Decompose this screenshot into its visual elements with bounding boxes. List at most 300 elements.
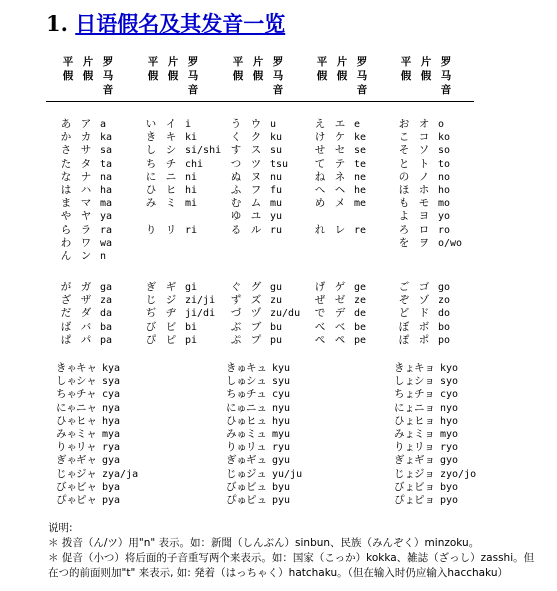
hiragana-cell: ろ [398,223,410,236]
hiragana-cell: む [230,197,242,210]
romaji-cell: nu [270,171,283,183]
hiragana-cell: び [145,320,157,333]
hiragana-cell: みゃ [56,428,77,440]
romaji-cell: bu [270,321,283,333]
hiragana-cell: た [60,157,72,170]
katakana-cell: キャ [76,362,97,374]
katakana-cell: ニャ [76,401,97,414]
hiragana-cell: こ [398,131,410,144]
katakana-cell: キ [165,131,177,144]
romaji-cell: mya [102,429,121,440]
hiragana-cell: ちゅ [226,388,247,401]
hiragana-cell: く [230,131,242,144]
romaji-cell: ku [270,132,283,144]
romaji-cell: chi [185,158,204,170]
katakana-cell: ジュ [246,467,267,480]
hiragana-cell: しょ [394,375,415,388]
hiragana-cell: ぷ [230,333,242,346]
katakana-cell: ケ [334,131,346,144]
katakana-cell: ウ [250,118,262,130]
romaji-cell: o [438,119,445,130]
hiragana-cell: じゅ [226,467,247,480]
hiragana-cell: せ [314,144,326,157]
notes-heading: 说明: [48,522,73,534]
romaji-cell: ze [354,295,367,307]
katakana-cell: ズ [250,294,262,307]
hiragana-cell: と [398,157,410,170]
katakana-cell: ン [80,250,92,262]
katakana-cell: オ [418,118,430,130]
hiragana-cell: は [60,184,72,196]
hiragana-cell: ざ [60,294,72,307]
katakana-cell: メ [334,197,346,210]
katakana-cell: ヒュ [246,414,267,427]
romaji-cell: n [100,251,107,262]
katakana-cell: サ [80,144,92,157]
note-line-2: ＊ 促音（小つ）将后面的子音重写两个来表示。如：国家（こっか）kokka、雑誌（ざっし）zasshi。但在つ的前面则加"t" 来表示, 如: 発着（はっちゃく）hatchaku。（但在输入时仍应输入hacchaku） [48,552,535,579]
hiragana-cell: ち [145,157,157,170]
romaji-cell: nyu [272,402,291,414]
katakana-cell: ト [418,157,430,170]
hiragana-cell: り [145,223,157,236]
hiragana-cell: きゃ [56,362,77,374]
hiragana-cell: びゃ [56,480,77,493]
katakana-cell: キョ [414,362,435,374]
note-line-1: ＊ 拨音（ん/ツ）用"n" 表示。如：新聞（しんぶん）sinbun、民族（みんぞく）minzoku。 [48,537,480,549]
romaji-cell: pe [354,334,367,346]
romaji-cell: ma [100,198,113,210]
katakana-cell: ニ [165,170,177,183]
katakana-cell: パ [80,333,92,346]
hiragana-cell: す [230,144,242,157]
katakana-cell: チョ [414,388,435,401]
hiragana-cell: を [398,236,410,249]
hiragana-cell: ぎゅ [226,454,247,467]
romaji-cell: nya [102,402,121,414]
romaji-cell: hyu [272,415,291,427]
notes-section [48,521,542,581]
katakana-cell: シュ [246,375,267,388]
katakana-cell: ジ [165,294,177,307]
katakana-cell: ピョ [414,494,435,506]
romaji-cell: pyo [440,495,459,506]
katakana-cell: カ [80,131,92,144]
romaji-cell: pa [100,334,113,346]
hiragana-cell: か [60,131,72,144]
hiragana-cell: ぐ [230,281,242,293]
katakana-cell: グ [250,281,262,293]
romaji-cell: u [270,119,277,130]
romaji-cell: bya [102,481,121,493]
katakana-cell: イ [165,118,177,130]
hiragana-cell: きゅ [226,362,247,374]
romaji-cell: ra [100,224,113,236]
romaji-cell: o/wo [438,237,463,249]
katakana-cell: ユ [250,210,262,223]
hiragana-cell: びゅ [226,480,247,493]
romaji-cell: yu/ju [272,468,303,480]
romaji-cell: hyo [440,415,459,427]
romaji-cell: ge [354,282,367,293]
hiragana-cell: にょ [394,401,415,414]
katakana-cell: ヨ [418,210,430,223]
hiragana-cell: あ [60,118,72,130]
katakana-cell: ミャ [76,428,97,440]
romaji-cell: ri [185,224,198,236]
hiragana-cell: ぴ [145,333,157,346]
hiragana-cell: も [398,197,410,210]
katakana-cell: ネ [334,170,346,183]
romaji-cell: syo [440,376,459,388]
romaji-cell: to [438,158,451,170]
hiragana-cell: みゅ [226,428,247,440]
hiragana-cell: ぜ [314,294,326,307]
katakana-cell: ショ [414,375,435,388]
romaji-cell: pya [102,495,121,506]
hiragana-cell: にゅ [226,401,247,414]
katakana-cell: ブ [250,320,262,333]
katakana-cell: ジャ [76,467,97,480]
romaji-cell: su [270,145,283,157]
romaji-cell: ka [100,132,113,144]
katakana-cell: ヒャ [76,414,97,427]
romaji-cell: do [438,308,451,320]
hiragana-cell: ひょ [394,414,415,427]
hiragana-cell: ぽ [398,333,410,346]
hiragana-cell: に [145,170,157,183]
romaji-cell: bo [438,321,451,333]
katakana-cell: タ [80,157,92,170]
katakana-cell: ゾ [418,294,430,307]
hiragana-cell: ほ [398,184,410,196]
hiragana-cell: きょ [394,362,415,374]
page-title [46,8,285,38]
romaji-cell: kyu [272,363,291,374]
romaji-cell: gyo [440,455,459,467]
romaji-cell: ryu [272,442,291,454]
hiragana-cell: りゃ [56,441,77,454]
romaji-cell: go [438,282,451,293]
katakana-cell: ホ [418,184,430,196]
hiragana-cell: づ [230,307,242,320]
hiragana-cell: ぼ [398,320,410,333]
hiragana-cell: ら [60,223,72,236]
katakana-cell: ヘ [334,184,346,196]
romaji-cell: mo [438,198,451,210]
hiragana-cell: お [398,118,410,130]
hiragana-cell: ど [398,307,410,320]
katakana-cell: マ [80,197,92,210]
section-number: 1. [46,11,68,36]
hiragana-cell: み [145,197,157,210]
hiragana-cell: が [60,281,72,293]
romaji-cell: zi/ji [185,295,216,307]
katakana-cell: ミュ [246,428,267,440]
hiragana-cell: りょ [394,441,415,454]
katakana-cell: ハ [80,184,92,196]
hiragana-cell: う [230,118,242,130]
romaji-cell: tsu [270,158,289,170]
romaji-cell: mu [270,198,283,210]
katakana-cell: ヤ [80,210,92,223]
romaji-cell: byu [272,481,291,493]
romaji-cell: so [438,145,451,157]
katakana-cell: ベ [334,320,346,333]
katakana-cell: ザ [80,294,92,307]
katakana-cell: ギ [165,281,177,293]
hiragana-cell: や [60,210,72,223]
katakana-cell: ラ [80,223,92,236]
katakana-cell: デ [334,307,346,320]
romaji-cell: kyo [440,363,459,374]
katakana-cell: ビ [165,320,177,333]
hiragana-cell: ぶ [230,320,242,333]
hiragana-cell: ぬ [230,170,242,183]
romaji-cell: te [354,158,367,170]
hiragana-cell: にゃ [56,401,77,414]
hiragana-cell: ぴゃ [56,494,77,506]
romaji-cell: ko [438,132,451,144]
hiragana-cell: よ [398,210,410,223]
romaji-cell: pu [270,334,283,346]
katakana-cell: ギュ [246,454,267,467]
romaji-cell: no [438,171,451,183]
katakana-cell: ミ [165,197,177,210]
katakana-cell: テ [334,157,346,170]
header-divider [46,101,474,102]
katakana-cell: チュ [246,388,267,401]
romaji-cell: za [100,295,113,307]
hiragana-cell: れ [314,223,326,236]
katakana-cell: ル [250,223,262,236]
hiragana-cell: げ [314,281,326,293]
hiragana-cell: ひ [145,184,157,196]
hiragana-cell: ん [60,250,72,262]
romaji-cell: byo [440,481,459,493]
katakana-cell: ロ [418,223,430,236]
hiragana-cell: ぞ [398,294,410,307]
hiragana-cell: ひゅ [226,414,247,427]
hiragana-cell: で [314,307,326,320]
katakana-cell: ヒ [165,184,177,196]
romaji-cell: ji/di [185,308,216,320]
hiragana-cell: ひゃ [56,414,77,427]
romaji-cell: me [354,198,367,210]
hiragana-cell: ぱ [60,333,72,346]
hiragana-cell: い [145,118,157,130]
romaji-cell: ne [354,171,367,183]
romaji-cell: cyo [440,389,459,401]
romaji-cell: ru [270,224,283,236]
hiragana-cell: え [314,118,326,130]
romaji-cell: be [354,321,367,333]
romaji-cell: myu [272,429,291,440]
romaji-cell: zo [438,295,451,307]
romaji-cell: ha [100,185,113,196]
romaji-cell: rya [102,442,121,454]
romaji-cell: cya [102,389,121,401]
katakana-cell: ニュ [246,401,267,414]
romaji-cell: hi [185,185,198,196]
katakana-cell: ピ [165,333,177,346]
katakana-cell: ソ [418,144,430,157]
romaji-cell: kya [102,363,121,374]
romaji-cell: i [185,119,192,130]
romaji-cell: zyo/jo [440,468,477,480]
hiragana-cell: ぎょ [394,454,415,467]
hiragana-cell: しゅ [226,375,247,388]
romaji-cell: pi [185,334,198,346]
hiragana-cell: し [145,144,157,157]
hiragana-cell: て [314,157,326,170]
romaji-cell: pyu [272,495,291,506]
romaji-cell: si/shi [185,145,222,157]
katakana-cell: リュ [246,441,267,454]
katakana-cell: ギョ [414,454,435,467]
katakana-cell: バ [80,320,92,333]
katakana-cell: ビョ [414,480,435,493]
romaji-cell: sa [100,145,113,157]
romaji-cell: hya [102,415,121,427]
romaji-cell: po [438,334,451,346]
romaji-cell: ke [354,132,367,144]
katakana-cell: ビュ [246,480,267,493]
katakana-cell: リャ [76,441,97,454]
romaji-cell: se [354,145,367,157]
hiragana-cell: じゃ [56,467,77,480]
hiragana-cell: へ [314,184,326,196]
hiragana-cell: ね [314,170,326,183]
katakana-cell: エ [334,118,346,130]
katakana-cell: チ [165,157,177,170]
romaji-cell: na [100,171,113,183]
katakana-cell: ジョ [414,467,435,480]
katakana-cell: ピュ [246,494,267,506]
katakana-cell: リョ [414,441,435,454]
hiragana-cell: け [314,131,326,144]
katakana-cell: プ [250,333,262,346]
romaji-cell: gi [185,282,198,293]
hiragana-cell: だ [60,307,72,320]
hiragana-cell: ず [230,294,242,307]
romaji-cell: sya [102,376,121,388]
romaji-cell: gyu [272,455,291,467]
katakana-cell: ガ [80,281,92,293]
katakana-cell: キュ [246,362,267,374]
katakana-cell: ア [80,118,92,130]
hiragana-cell: ぴゅ [226,494,247,506]
romaji-cell: ki [185,132,198,144]
katakana-cell: シ [165,144,177,157]
romaji-cell: cyu [272,389,291,401]
katakana-cell: ニョ [414,401,435,414]
katakana-cell: ポ [418,333,430,346]
katakana-cell: ギャ [76,454,97,467]
romaji-cell: ro [438,224,451,236]
hiragana-cell: ちょ [394,388,415,401]
romaji-cell: myo [440,429,459,440]
romaji-cell: a [100,119,107,130]
katakana-cell: ピャ [76,494,97,506]
romaji-cell: nyo [440,402,459,414]
katakana-cell: コ [418,131,430,144]
hiragana-cell: る [230,223,242,236]
hiragana-cell: さ [60,144,72,157]
hiragana-cell: みょ [394,428,415,440]
romaji-cell: re [354,224,367,236]
hiragana-cell: ぎゃ [56,454,77,467]
romaji-cell: ni [185,171,198,183]
hiragana-cell: じ [145,294,157,307]
hiragana-cell: ば [60,320,72,333]
romaji-cell: wa [100,237,113,249]
hiragana-cell: つ [230,157,242,170]
hiragana-cell: ま [60,197,72,210]
romaji-cell: fu [270,185,283,196]
katakana-cell: ヌ [250,170,262,183]
romaji-cell: ba [100,321,113,333]
katakana-cell: セ [334,144,346,157]
hiragana-cell: ぺ [314,333,326,346]
katakana-cell: ツ [250,157,262,170]
katakana-cell: シャ [76,375,97,388]
romaji-cell: he [354,185,367,196]
romaji-cell: ga [100,282,113,293]
katakana-cell: ヂ [165,307,177,320]
hiragana-cell: びょ [394,480,415,493]
katakana-cell: ゴ [418,281,430,293]
romaji-cell: ta [100,158,113,170]
romaji-cell: ya [100,211,113,223]
hiragana-cell: そ [398,144,410,157]
katakana-cell: ノ [418,170,430,183]
hiragana-cell: わ [60,236,72,249]
katakana-cell: ヅ [250,307,262,320]
romaji-cell: yu [270,211,283,223]
romaji-cell: da [100,308,113,320]
hiragana-cell: ご [398,281,410,293]
hiragana-cell: き [145,131,157,144]
romaji-cell: zya/ja [102,468,139,480]
hiragana-cell: べ [314,320,326,333]
katakana-cell: ヒョ [414,414,435,427]
katakana-cell: ミョ [414,428,435,440]
katakana-cell: ム [250,197,262,210]
katakana-cell: ビャ [76,480,97,493]
hiragana-cell: め [314,197,326,210]
katakana-cell: レ [334,223,346,236]
hiragana-cell: ゆ [230,210,242,223]
katakana-cell: モ [418,197,430,210]
title-link[interactable]: 日语假名及其发音一览 [75,11,286,36]
hiragana-cell: ぢ [145,307,157,320]
romaji-cell: ho [438,185,451,196]
romaji-cell: ryo [440,442,459,454]
romaji-cell: gya [102,455,121,467]
katakana-cell: ゲ [334,281,346,293]
romaji-cell: zu/du [270,308,301,320]
romaji-cell: mi [185,198,198,210]
hiragana-cell: しゃ [56,375,77,388]
hiragana-cell: な [60,170,72,183]
katakana-cell: ワ [80,236,92,249]
hiragana-cell: ぴょ [394,494,415,506]
romaji-cell: zu [270,295,283,307]
hiragana-cell: ちゃ [56,388,77,401]
hiragana-cell: じょ [394,467,415,480]
katakana-cell: ス [250,144,262,157]
katakana-cell: ド [418,307,430,320]
